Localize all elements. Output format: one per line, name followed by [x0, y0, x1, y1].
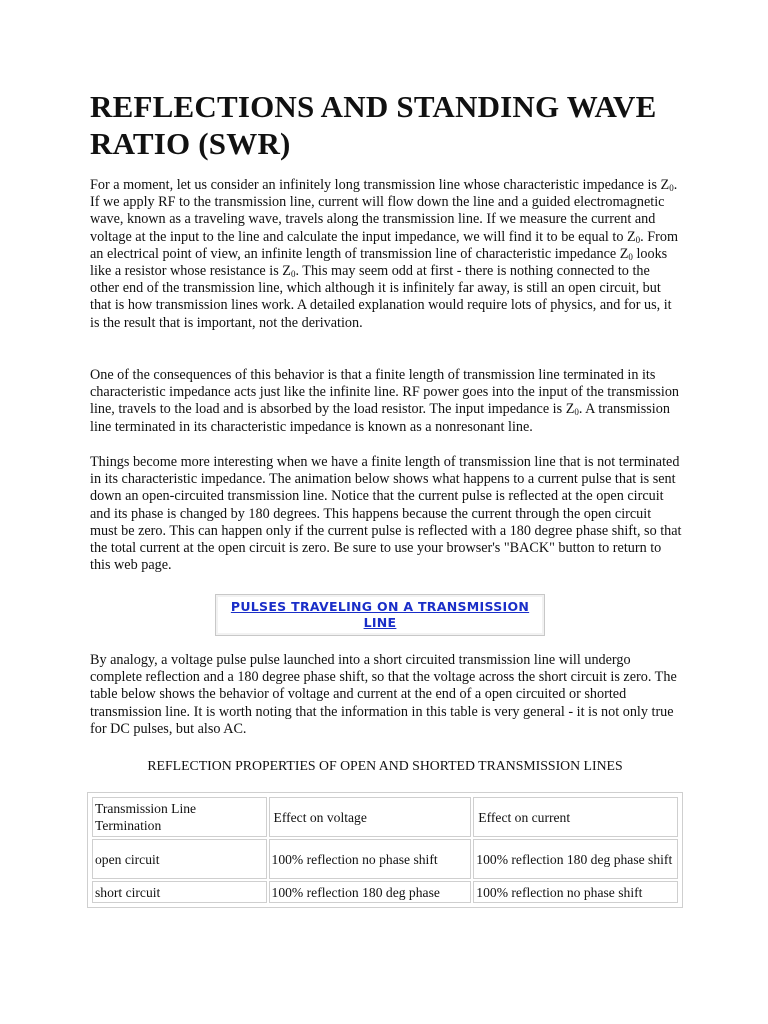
table-header-cell: Effect on voltage [269, 797, 472, 837]
subscript: 0 [574, 407, 579, 418]
animation-link[interactable]: PULSES TRAVELING ON A TRANSMISSION LINE [230, 599, 530, 630]
subscript: 0 [669, 183, 674, 193]
paragraph-text: . From an electrical point of view, an infinite length of transmission line of characteristic impedance Z [90, 228, 679, 262]
table-cell: open circuit [92, 839, 267, 879]
paragraph-infinite-line [90, 177, 682, 332]
table-header-cell: Transmission Line Termination [92, 797, 267, 837]
table-cell: 100% reflection no phase shift [269, 839, 472, 879]
paragraph-open-circuit: Things become more interesting when we have a finite length of transmission line that is not terminated in its characteristic impedance. The animation below shows what happens to a current pulse that is sent down an open-circuited transmission line. Notice that the current pulse is reflected at the open circuit and its phase is changed by 180 degrees. This happens because the current through the open circuit must be zero. This can happen only if the current pulse is reflected with a 180 degree phase shift, so that the total current at the open circuit is zero. Be sure to use your browser's "BACK" button to return to this web page. [90, 454, 682, 574]
paragraph-finite-line [90, 367, 682, 436]
page-title: REFLECTIONS AND STANDING WAVE RATIO (SWR) [90, 89, 657, 161]
table-cell: 100% reflection 180 deg phase [269, 881, 472, 903]
subscript: 0 [290, 269, 296, 280]
table-row [92, 881, 678, 903]
animation-link-box [215, 594, 545, 636]
table-header-row [92, 797, 678, 837]
paragraph-short-circuit: By analogy, a voltage pulse pulse launched into a short circuited transmission line will undergo complete reflection and a 180 degree phase shift, so that the voltage across the short circuit is zero. The table below shows the behavior of voltage and current at the end of a open circuited or shorted transmission line. It is worth noting that the information in this table is very general - it is not only true for DC pulses, but also AC. [90, 652, 677, 737]
paragraph-text: One of the consequences of this behavior is that a finite length of transmission line terminated in its characteristic impedance acts just like the infinite line. RF power goes into the input of the transmission line, travels to the load and is absorbed by the load resistor. The input impedance is Z [90, 367, 680, 418]
subscript: 0 [635, 234, 641, 245]
table-caption: REFLECTION PROPERTIES OF OPEN AND SHORTED TRANSMISSION LINES [147, 758, 623, 773]
table-cell: 100% reflection 180 deg phase shift [473, 839, 678, 879]
table-cell: short circuit [92, 881, 267, 903]
reflection-table [87, 792, 683, 908]
subscript: 0 [628, 251, 633, 262]
table-cell: 100% reflection no phase shift [473, 881, 678, 903]
table-row [92, 839, 678, 879]
paragraph-text: . A transmission line terminated in its characteristic impedance is known as a nonresonant line. [90, 401, 670, 435]
table-header-cell: Effect on current [473, 797, 678, 837]
paragraph-text: . If we apply RF to the transmission line, current will flow down the line and a guided electromagnetic wave, known as a traveling wave, travels along the transmission line. If we measure the current and voltage at the input to the line and calculate the input impedance, we will find it to be equal to Z [90, 177, 678, 245]
paragraph-text: For a moment, let us consider an infinitely long transmission line whose characteristic impedance is Z [90, 177, 670, 193]
paragraph-text: looks like a resistor whose resistance is Z [90, 245, 668, 280]
paragraph-text: . This may seem odd at first - there is nothing connected to the other end of the transmission line, which although it is infinitely far away, is still an open circuit, but that is how transmission lines work. A detailed explanation would require lots of physics, and for us, it is the result that is important, not the derivation. [90, 263, 672, 331]
